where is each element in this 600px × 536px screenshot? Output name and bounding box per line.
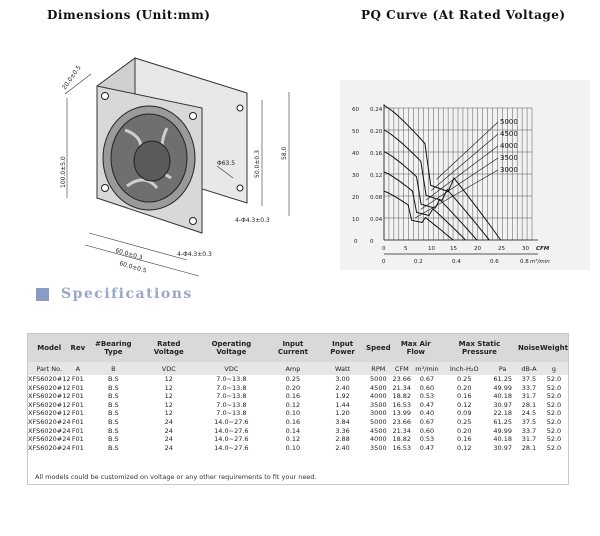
table-row	[28, 418, 568, 427]
table-cell: 16.53	[392, 443, 412, 452]
table-cell: 12	[164, 409, 173, 418]
table-cell: 52.0	[546, 409, 562, 418]
table-row	[28, 375, 568, 384]
table-cell: 12	[164, 400, 173, 409]
table-cell: 0.47	[419, 443, 435, 452]
unit-header: Watt	[319, 362, 366, 375]
table-cell: 23.66	[392, 375, 412, 383]
y-right-tick-label: 0.08	[370, 195, 383, 201]
table-cell: 0.25	[456, 375, 472, 383]
specifications-table	[28, 334, 568, 452]
table-cell: 49.99	[493, 426, 512, 435]
table-cell: 0.14	[285, 426, 301, 435]
table-cell: 30.97	[493, 400, 512, 409]
col-header: Rev	[70, 334, 85, 362]
table-cell: 0.67	[419, 375, 435, 383]
table-cell: 21.34	[392, 383, 412, 392]
table-cell: XFS6020#12	[28, 375, 71, 383]
unit-header: A	[70, 362, 85, 375]
table-header-row	[28, 334, 568, 362]
y-left-tick-label: 30	[352, 173, 359, 179]
table-cell: 12	[164, 383, 173, 392]
section-marker-icon	[36, 288, 49, 301]
col-header: Rated Voltage	[141, 334, 196, 362]
specifications-table-box	[27, 333, 569, 485]
table-cell: 33.7	[521, 383, 537, 392]
table-row	[28, 401, 568, 410]
legend-speed: 3000	[500, 166, 518, 174]
table-cell: 3500	[370, 400, 387, 409]
dim-label-hole-spacing: 50.0±0.3	[254, 150, 261, 178]
table-cell: 0.12	[456, 443, 472, 452]
x-cfm-tick-label: 15	[450, 246, 457, 252]
col-header: Max Static Pressure	[441, 334, 518, 362]
y-right-tick-label: 0.24	[370, 107, 383, 113]
unit-header: dB-A	[518, 362, 540, 375]
col-header: Input Power	[319, 334, 366, 362]
table-cell: 0.67	[419, 417, 435, 426]
table-cell: 14.0~27.6	[214, 417, 249, 426]
x-m3-unit: m³/min	[530, 259, 550, 265]
table-cell: B.S	[107, 417, 119, 426]
table-cell: 12	[164, 392, 173, 401]
table-cell: 0.25	[456, 417, 472, 426]
table-cell: F01	[71, 383, 84, 392]
table-cell: 37.5	[521, 417, 537, 426]
specifications-title: Specifications	[61, 286, 193, 302]
unit-header: B	[85, 362, 141, 375]
x-cfm-unit: CFM	[536, 246, 550, 252]
table-cell: 0.16	[456, 435, 472, 444]
x-cfm-tick-label: 5	[404, 246, 408, 252]
table-cell: 2.40	[335, 443, 350, 452]
table-cell: 37.5	[521, 375, 537, 383]
table-cell: 0.16	[285, 417, 301, 426]
y-left-tick-label: 40	[352, 151, 359, 157]
table-cell: 40.18	[493, 435, 512, 444]
x-cfm-tick-label: 20	[474, 246, 481, 252]
table-cell: 23.66	[392, 417, 412, 426]
dim-label-diameter: Φ63.5	[217, 160, 236, 167]
unit-header: VDC	[196, 362, 267, 375]
table-cell: B.S	[107, 409, 119, 418]
footnote: All models could be customized on voltage or any other requirements to fit your need.	[35, 473, 317, 481]
x-m3-tick-label: 0.8	[520, 259, 529, 265]
unit-header: Part No.	[28, 362, 70, 375]
table-cell: B.S	[107, 443, 119, 452]
mount-hole	[190, 113, 197, 120]
table-cell: 0.16	[285, 392, 301, 401]
fan-hub	[134, 141, 170, 181]
unit-header: VDC	[141, 362, 196, 375]
table-cell: B.S	[107, 392, 119, 401]
col-header: Input Current	[267, 334, 319, 362]
table-row	[28, 444, 568, 453]
table-cell: 7.0~13.8	[216, 400, 247, 409]
table-cell: 1.44	[335, 400, 350, 409]
unit-header: CFM	[391, 362, 413, 375]
table-cell: 0.60	[419, 383, 435, 392]
table-cell: XFS6020#12	[28, 383, 71, 392]
legend-speed: 3500	[500, 154, 518, 162]
table-cell: 7.0~13.8	[216, 383, 247, 392]
table-cell: 0.09	[456, 409, 472, 418]
table-cell: 0.12	[456, 400, 472, 409]
table-cell: 0.20	[456, 383, 472, 392]
table-cell: 52.0	[546, 435, 562, 444]
table-cell: 49.99	[493, 383, 512, 392]
table-cell: 4500	[370, 426, 387, 435]
table-cell: 0.20	[456, 426, 472, 435]
table-cell: B.S	[107, 375, 119, 383]
pq-curve-title: PQ Curve (At Rated Voltage)	[361, 8, 566, 22]
table-cell: 52.0	[546, 383, 562, 392]
x-cfm-tick-label: 0	[382, 246, 386, 252]
table-cell: 0.20	[285, 383, 301, 392]
table-cell: 16.53	[392, 400, 412, 409]
x-m3-tick-label: 0	[382, 259, 386, 265]
table-cell: 14.0~27.6	[214, 426, 249, 435]
table-cell: 52.0	[546, 392, 562, 401]
table-cell: 24.5	[521, 409, 537, 418]
x-cfm-tick-label: 30	[522, 246, 529, 252]
table-cell: 3.84	[335, 417, 350, 426]
table-cell: 0.16	[456, 392, 472, 401]
unit-header: Pa	[487, 362, 518, 375]
table-cell: 0.10	[285, 409, 301, 418]
table-cell: 7.0~13.8	[216, 392, 247, 401]
table-cell: 2.88	[335, 435, 350, 444]
table-cell: 28.1	[521, 400, 537, 409]
dim-label-width-outer: 60.0±0.5	[118, 260, 148, 275]
table-cell: 52.0	[546, 375, 562, 383]
table-cell: 1.92	[335, 392, 350, 401]
col-header: Operating Voltage	[196, 334, 267, 362]
table-cell: XFS6020#12	[28, 409, 71, 418]
mount-hole	[102, 185, 109, 192]
table-cell: 0.53	[419, 392, 435, 401]
mount-hole	[190, 218, 197, 225]
fan-dimension-drawing	[27, 38, 327, 278]
col-header: Speed	[366, 334, 391, 362]
table-cell: 0.12	[285, 435, 301, 444]
unit-header: m³/min	[413, 362, 441, 375]
table-cell: 31.7	[521, 392, 537, 401]
table-cell: 0.10	[285, 443, 301, 452]
table-cell: 18.82	[392, 435, 412, 444]
table-cell: B.S	[107, 426, 119, 435]
x-cfm-tick-label: 10	[428, 246, 435, 252]
table-cell: B.S	[107, 435, 119, 444]
table-cell: 28.1	[521, 443, 537, 452]
table-cell: 31.7	[521, 435, 537, 444]
table-cell: 14.0~27.6	[214, 443, 249, 452]
table-cell: XFS6020#24	[28, 443, 71, 452]
table-cell: 0.60	[419, 426, 435, 435]
table-cell: F01	[71, 375, 84, 383]
dim-label-depth: 20.0±0.5	[60, 64, 83, 92]
table-row	[28, 384, 568, 393]
table-cell: 4500	[370, 383, 387, 392]
table-cell: B.S	[107, 383, 119, 392]
table-cell: 24	[164, 426, 173, 435]
unit-header: RPM	[366, 362, 391, 375]
pq-curve-chart	[340, 80, 590, 270]
table-cell: F01	[71, 392, 84, 401]
table-cell: 12	[164, 375, 173, 383]
table-cell: F01	[71, 409, 84, 418]
table-cell: 5000	[370, 375, 387, 383]
y-right-tick-label: 0.16	[370, 151, 383, 157]
table-cell: F01	[71, 443, 84, 452]
legend-speed: 5000	[500, 118, 518, 126]
table-cell: 21.34	[392, 426, 412, 435]
table-row	[28, 409, 568, 418]
y-left-tick-label: 20	[352, 195, 359, 201]
table-cell: 33.7	[521, 426, 537, 435]
x-m3-tick-label: 0.4	[452, 259, 461, 265]
table-cell: 52.0	[546, 417, 562, 426]
x-m3-tick-label: 0.6	[490, 259, 499, 265]
table-cell: 0.40	[419, 409, 435, 418]
table-cell: 7.0~13.8	[216, 375, 247, 383]
table-cell: F01	[71, 435, 84, 444]
table-cell: 52.0	[546, 400, 562, 409]
y-right-tick-label: 0.20	[370, 129, 383, 135]
table-cell: 13.99	[392, 409, 412, 418]
table-cell: 4000	[370, 435, 387, 444]
table-cell: XFS6020#12	[28, 392, 71, 401]
table-cell: XFS6020#12	[28, 400, 71, 409]
table-cell: F01	[71, 400, 84, 409]
table-cell: XFS6020#24	[28, 417, 71, 426]
table-cell: 22.18	[493, 409, 512, 418]
table-cell: 61.25	[493, 417, 512, 426]
table-cell: 2.40	[335, 383, 350, 392]
table-cell: F01	[71, 426, 84, 435]
unit-header: Amp	[267, 362, 319, 375]
dim-label-height: 58.0	[281, 146, 288, 160]
col-header: #Bearing Type	[85, 334, 141, 362]
col-header: Max Air Flow	[391, 334, 441, 362]
table-cell: 3500	[370, 443, 387, 452]
table-cell: 30.97	[493, 443, 512, 452]
mount-hole	[237, 105, 243, 111]
table-row	[28, 435, 568, 444]
table-cell: 24	[164, 443, 173, 452]
table-cell: XFS6020#24	[28, 435, 71, 444]
dimensions-title: Dimensions (Unit:mm)	[47, 8, 211, 22]
y-right-tick-label: 0.12	[370, 173, 383, 179]
y-right-tick-label: 0.04	[370, 217, 383, 223]
y-left-tick-label: 50	[352, 129, 359, 135]
y-right-tick-label: 0	[370, 239, 374, 245]
table-cell: 3.36	[335, 426, 350, 435]
mount-hole	[102, 93, 109, 100]
table-cell: 0.47	[419, 400, 435, 409]
table-cell: 0.25	[285, 375, 301, 383]
unit-header: Inch-H₂O	[441, 362, 487, 375]
x-m3-tick-label: 0.2	[414, 259, 423, 265]
table-cell: 0.53	[419, 435, 435, 444]
mount-hole	[237, 185, 243, 191]
legend-speed: 4000	[500, 142, 518, 150]
dim-label-width-inner: 60.0±0.3	[114, 247, 144, 262]
table-cell: 3000	[370, 409, 387, 418]
table-cell: 1.20	[335, 409, 350, 418]
table-cell: B.S	[107, 400, 119, 409]
dim-label-lead: 100.0±5.0	[60, 156, 67, 188]
table-cell: 24	[164, 417, 173, 426]
table-cell: 40.18	[493, 392, 512, 401]
y-left-tick-label: 60	[352, 107, 359, 113]
table-cell: 7.0~13.8	[216, 409, 247, 418]
dim-label-holes-bottom: 4-Φ4.3±0.3	[177, 251, 212, 258]
unit-header: g	[540, 362, 568, 375]
col-header: Model	[28, 334, 70, 362]
table-units-row	[28, 362, 568, 375]
table-cell: 0.12	[285, 400, 301, 409]
y-left-tick-label: 10	[352, 217, 359, 223]
table-row	[28, 427, 568, 436]
dim-label-holes-right: 4-Φ4.3±0.3	[235, 217, 270, 224]
table-cell: XFS6020#24	[28, 426, 71, 435]
table-cell: 52.0	[546, 426, 562, 435]
table-cell: 3.00	[335, 375, 350, 383]
table-row	[28, 392, 568, 401]
y-left-tick-label: 0	[354, 239, 358, 245]
table-cell: F01	[71, 417, 84, 426]
x-cfm-tick-label: 25	[498, 246, 505, 252]
table-cell: 61.25	[493, 375, 512, 383]
table-cell: 52.0	[546, 443, 562, 452]
col-header: Noise	[518, 334, 540, 362]
table-cell: 14.0~27.6	[214, 435, 249, 444]
table-cell: 24	[164, 435, 173, 444]
table-cell: 5000	[370, 417, 387, 426]
table-cell: 18.82	[392, 392, 412, 401]
col-header: Weight	[540, 334, 568, 362]
table-cell: 4000	[370, 392, 387, 401]
legend-speed: 4500	[500, 130, 518, 138]
specifications-header	[36, 286, 193, 302]
